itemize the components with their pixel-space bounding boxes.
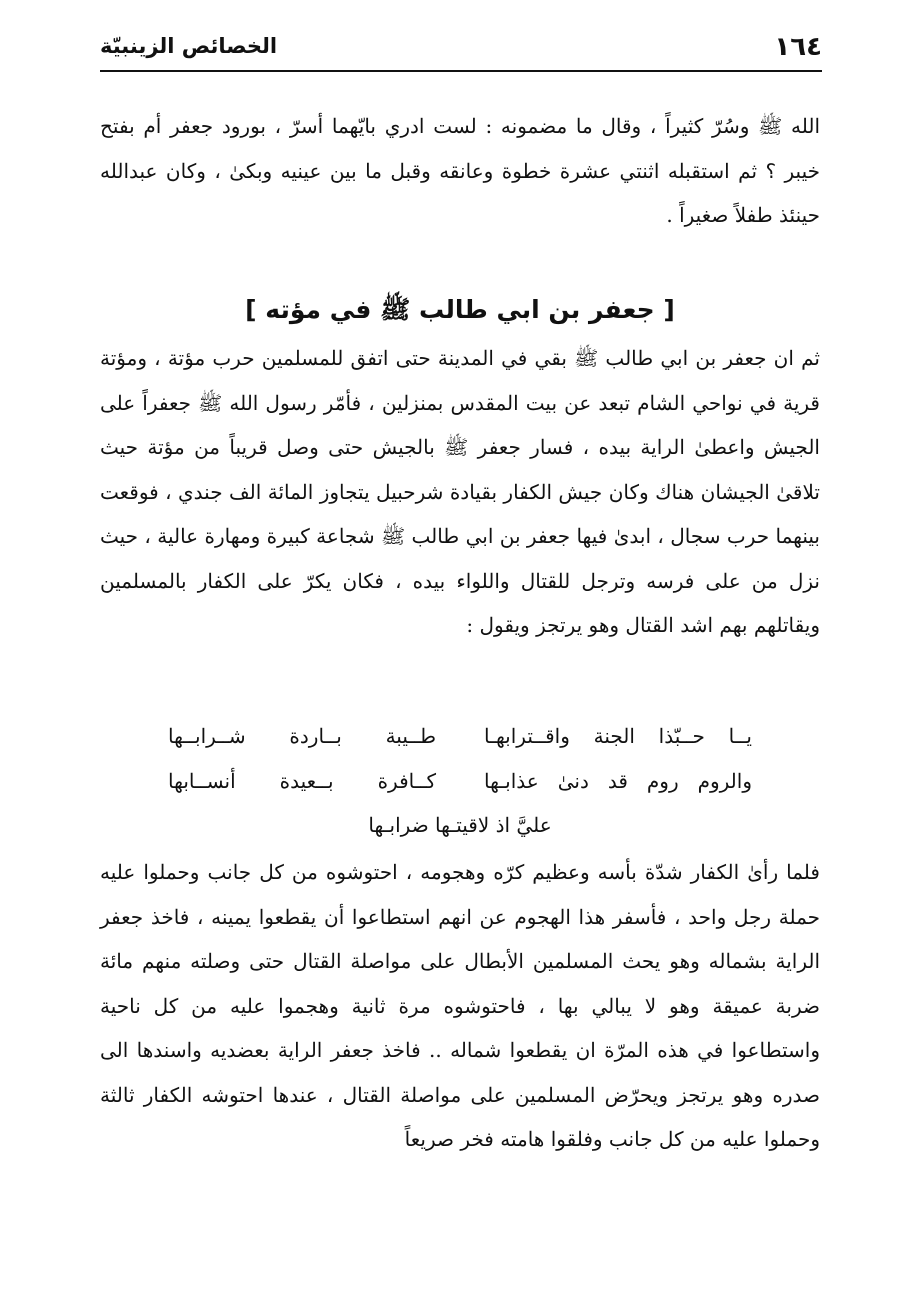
page-header [100, 30, 822, 66]
verse-1-second-hemistich: طــيبة بــاردة شــرابــها [168, 724, 436, 748]
paragraph-2-text: فلما رأىٰ الكفار شدّة بأسه وعظيم كرّه وهجومه ، احتوشوه من كل جانب وحملوا عليه حملة رجل واحد ، فأسفر هذا الهجوم عن انهم استطاعوا أن يقطعوا يمينه ، فاخذ جعفر الراية بشماله وهو يحث المسلمين الأبطال على مواصلة القتال حتى وصلته منهم مائة ضربة عميقة وهو لا يبالي بها ، فاحتوشوه مرة ثانية وهجموا عليه من كل ناحية واستطاعوا في هذه المرّة ان يقطعوا شماله .. فاخذ جعفر الراية بعضديه واسندها الى صدره وهو يرتجز ويحرّض المسلمين على مواصلة القتال ، عندها احتوشه الكفار ثالثة وحملوا عليه من كل جانب وفلقوا هامته فخر صريعاً [100, 860, 821, 1151]
paragraph-1 [100, 336, 820, 648]
verse-2-second-hemistich: كــافرة بــعيدة أنســابها [168, 768, 436, 793]
intro-text: الله ﷺ وسُرّ كثيراً ، وقال ما مضمونه : لست ادري بايّهما أسرّ ، بورود جعفر أم بفتح خيبر ؟ ثم استقبله اثنتي عشرة خطوة وعانقه وقبل ما بين عينيه وبكىٰ ، وكان عبدالله حينئذ طفلاً صغيراً . [100, 114, 820, 227]
header-divider [100, 70, 822, 72]
poem-verse-1 [100, 714, 820, 759]
verse-2-first-hemistich: والروم روم قد دنىٰ عذابـها [484, 768, 752, 793]
page-number: ١٦٤ [774, 32, 822, 62]
verse-1-first-hemistich: يــا حــبّذا الجنة واقــترابهـا [484, 724, 752, 748]
intro-paragraph [100, 104, 820, 238]
section-heading: [ جعفر بن ابي طالب ﷺ في مؤته ] [245, 295, 675, 324]
paragraph-1-text: ثم ان جعفر بن ابي طالب ﷺ بقي في المدينة حتى اتفق للمسلمين حرب مؤتة ، ومؤتة قرية في نواحي الشام تبعد عن بيت المقدس بمنزلين ، فأمّر رسول الله ﷺ جعفراً على الجيش واعطىٰ الراية بيده ، فسار جعفر ﷺ بالجيش حتى وصل قريباً من مؤتة حيث تلاقىٰ الجيشان هناك وكان جيش الكفار بقيادة شرحبيل يتجاوز المائة الف جندي ، فوقعت بينهما حرب سجال ، ابدىٰ فيها جعفر بن ابي طالب ﷺ شجاعة كبيرة ومهارة عالية ، حيث نزل من على فرسه وترجل للقتال واللواء بيده ، فكان يكرّ على الكفار بالمسلمين ويقاتلهم بهم اشد القتال وهو يرتجز ويقول : [100, 346, 820, 637]
paragraph-2 [100, 850, 820, 1162]
poem [100, 714, 820, 848]
poem-verse-3: عليَّ اذ لاقيتـها ضرابـها [368, 813, 552, 837]
running-title: الخصائص الزينبيّة [100, 34, 278, 58]
poem-verse-2 [100, 759, 820, 804]
